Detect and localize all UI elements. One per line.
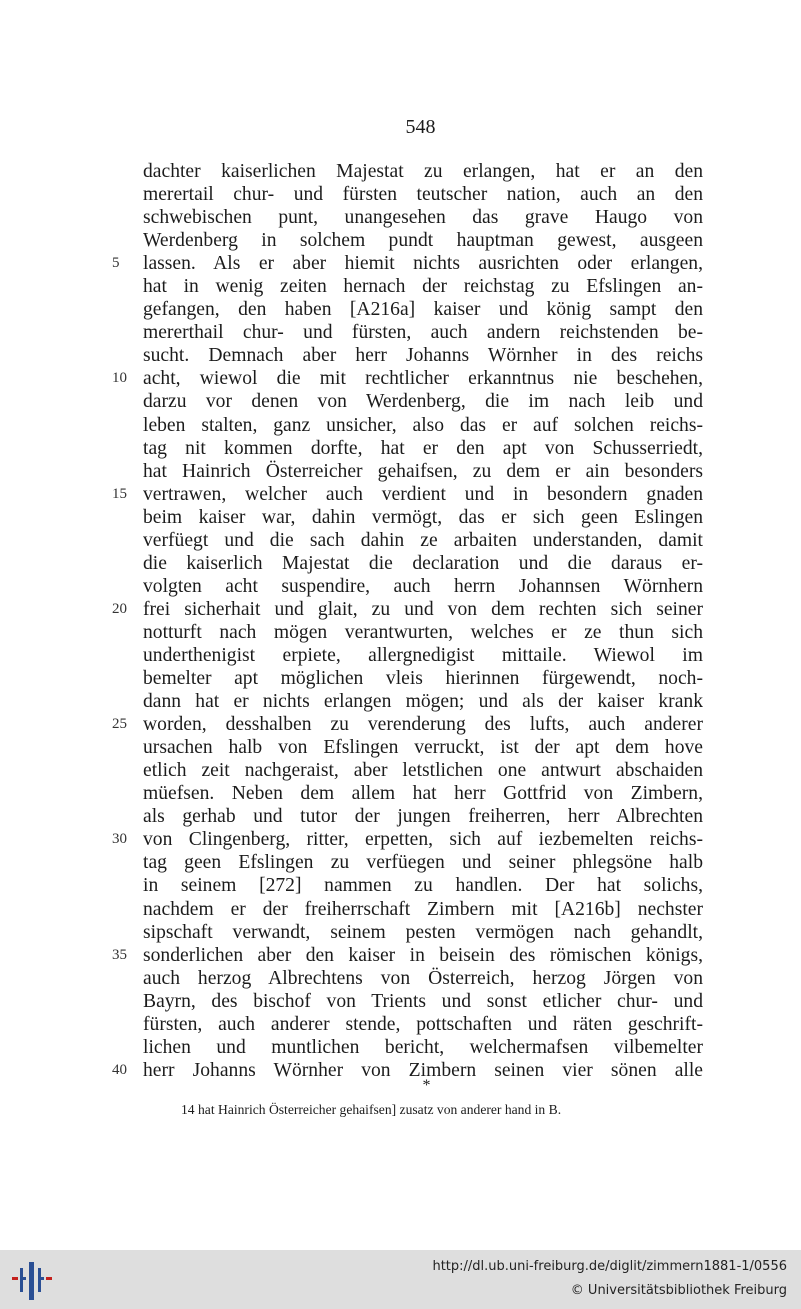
line-text: fürsten, auch anderer stende, pottschaften und räten geschrift-	[143, 1013, 703, 1035]
text-line	[0, 344, 801, 367]
line-text: verfüegt und die sach dahin ze arbaiten understanden, damit	[143, 529, 703, 551]
text-line	[0, 183, 801, 206]
text-line	[0, 460, 801, 483]
text-line	[0, 690, 801, 713]
line-text: merertail chur- und fürsten teutscher nation, auch an den	[143, 184, 703, 206]
line-text: darzu vor denen von Werdenberg, die im nach leib und	[143, 391, 703, 413]
text-line	[0, 874, 801, 897]
body-text	[0, 160, 801, 1082]
text-line	[0, 828, 801, 851]
text-line	[0, 598, 801, 621]
footer-bar	[0, 1250, 801, 1309]
line-text: dachter kaiserlichen Majestat zu erlangen, hat er an den	[143, 161, 703, 182]
text-line	[0, 321, 801, 344]
footnote-marker: *	[422, 1077, 431, 1094]
line-text: dann hat er nichts erlangen mögen; und als der kaiser krank	[143, 691, 703, 713]
footnote: 14 hat Hainrich Österreicher gehaifsen] zusatz von anderer hand in B.	[181, 1102, 562, 1117]
line-text: volgten acht suspendire, auch herrn Johannsen Wörnhern	[143, 575, 703, 597]
line-number: 20	[112, 600, 127, 617]
page-number: 548	[405, 116, 436, 138]
text-line	[0, 851, 801, 874]
line-number: 15	[112, 485, 127, 502]
text-line	[0, 414, 801, 437]
text-line	[0, 644, 801, 667]
line-text: von Clingenberg, ritter, erpetten, sich auf iezbemelten reichs-	[143, 829, 703, 851]
line-text: bemelter apt möglichen vleis hierinnen fürgewendt, noch-	[143, 668, 703, 690]
text-line	[0, 229, 801, 252]
line-text: herr Johanns Wörnher von Zimbern seinen vier sönen alle	[143, 1059, 703, 1081]
line-text: underthenigist erpiete, allergnedigist mittaile. Wiewol im	[143, 644, 703, 666]
text-line	[0, 390, 801, 413]
line-text: mererthail chur- und fürsten, auch andern reichstenden be-	[143, 322, 703, 344]
footer-copyright: © Universitätsbibliothek Freiburg	[570, 1283, 787, 1298]
line-text: sipschaft verwandt, seinem pesten vermögen nach gehandlt,	[143, 921, 703, 943]
line-number: 25	[112, 716, 127, 733]
line-text: in seinem [272] nammen zu handlen. Der hat solichs,	[143, 875, 703, 897]
line-text: worden, desshalben zu verenderung des lufts, auch anderer	[143, 714, 703, 736]
text-line	[0, 898, 801, 921]
line-text: tag nit kommen dorfte, hat er den apt von Schusserriedt,	[143, 437, 703, 459]
text-line	[0, 805, 801, 828]
line-text: gefangen, den haben [A216a] kaiser und könig sampt den	[143, 299, 703, 321]
line-text: vertrawen, welcher auch verdient und in besondern gnaden	[143, 483, 703, 505]
ub-freiburg-logo-icon[interactable]	[12, 1262, 52, 1300]
text-line	[0, 298, 801, 321]
footer-url-link[interactable]: http://dl.ub.uni-freiburg.de/diglit/zimmern1881-1/0556	[432, 1259, 787, 1274]
line-text: schwebischen punt, unangesehen das grave Haugo von	[143, 207, 703, 229]
text-line	[0, 1013, 801, 1036]
line-number: 10	[112, 370, 127, 387]
text-line	[0, 967, 801, 990]
line-text: beim kaiser war, dahin vermögt, das er sich geen Eslingen	[143, 506, 703, 528]
text-line	[0, 782, 801, 805]
line-number: 30	[112, 831, 127, 848]
line-text: auch herzog Albrechtens von Österreich, herzog Jörgen von	[143, 967, 703, 989]
line-text: müefsen. Neben dem allem hat herr Gottfrid von Zimbern,	[143, 783, 703, 805]
line-text: leben stalten, ganz unsicher, also das er auf solchen reichs-	[143, 414, 703, 436]
text-line	[0, 252, 801, 275]
text-line	[0, 667, 801, 690]
text-line	[0, 160, 801, 183]
text-line	[0, 621, 801, 644]
line-number: 35	[112, 946, 127, 963]
line-number: 5	[112, 255, 120, 272]
text-line	[0, 206, 801, 229]
text-line	[0, 275, 801, 298]
text-line	[0, 944, 801, 967]
line-text: hat Hainrich Österreicher gehaifsen, zu dem er ain besonders	[143, 460, 703, 482]
line-text: hat in wenig zeiten hernach der reichstag zu Efslingen an-	[143, 276, 703, 298]
text-line	[0, 529, 801, 552]
text-line	[0, 990, 801, 1013]
text-line	[0, 736, 801, 759]
text-line	[0, 367, 801, 390]
line-text: tag geen Efslingen zu verfüegen und seiner phlegsöne halb	[143, 852, 703, 874]
line-text: die kaiserlich Majestat die declaration und die daraus er-	[143, 552, 703, 574]
line-text: acht, wiewol die mit rechtlicher erkanntnus nie beschehen,	[143, 368, 703, 390]
text-line	[0, 759, 801, 782]
text-line	[0, 921, 801, 944]
line-text: notturft nach mögen verantwurten, welches er ze thun sich	[143, 621, 703, 643]
line-text: Bayrn, des bischof von Trients und sonst etlicher chur- und	[143, 990, 703, 1012]
text-line	[0, 713, 801, 736]
line-text: als gerhab und tutor der jungen freiherren, herr Albrechten	[143, 806, 703, 828]
text-line	[0, 506, 801, 529]
line-text: etlich zeit nachgeraist, aber letstlichen one antwurt abschaiden	[143, 760, 703, 782]
text-line	[0, 483, 801, 506]
line-text: frei sicherhait und glait, zu und von dem rechten sich seiner	[143, 598, 703, 620]
line-number: 40	[112, 1061, 127, 1078]
text-line	[0, 437, 801, 460]
text-line	[0, 1036, 801, 1059]
line-text: sonderlichen aber den kaiser in beisein des römischen königs,	[143, 944, 703, 966]
line-text: Werdenberg in solchem pundt hauptman gewest, ausgeen	[143, 230, 703, 252]
line-text: lassen. Als er aber hiemit nichts ausrichten oder erlangen,	[143, 253, 703, 275]
line-text: ursachen halb von Efslingen verruckt, ist der apt dem hove	[143, 737, 703, 759]
text-line	[0, 575, 801, 598]
line-text: nachdem er der freiherrschaft Zimbern mit [A216b] nechster	[143, 898, 703, 920]
text-line	[0, 552, 801, 575]
line-text: lichen und muntlichen bericht, welchermafsen vilbemelter	[143, 1036, 703, 1058]
line-text: sucht. Demnach aber herr Johanns Wörnher in des reichs	[143, 345, 703, 367]
